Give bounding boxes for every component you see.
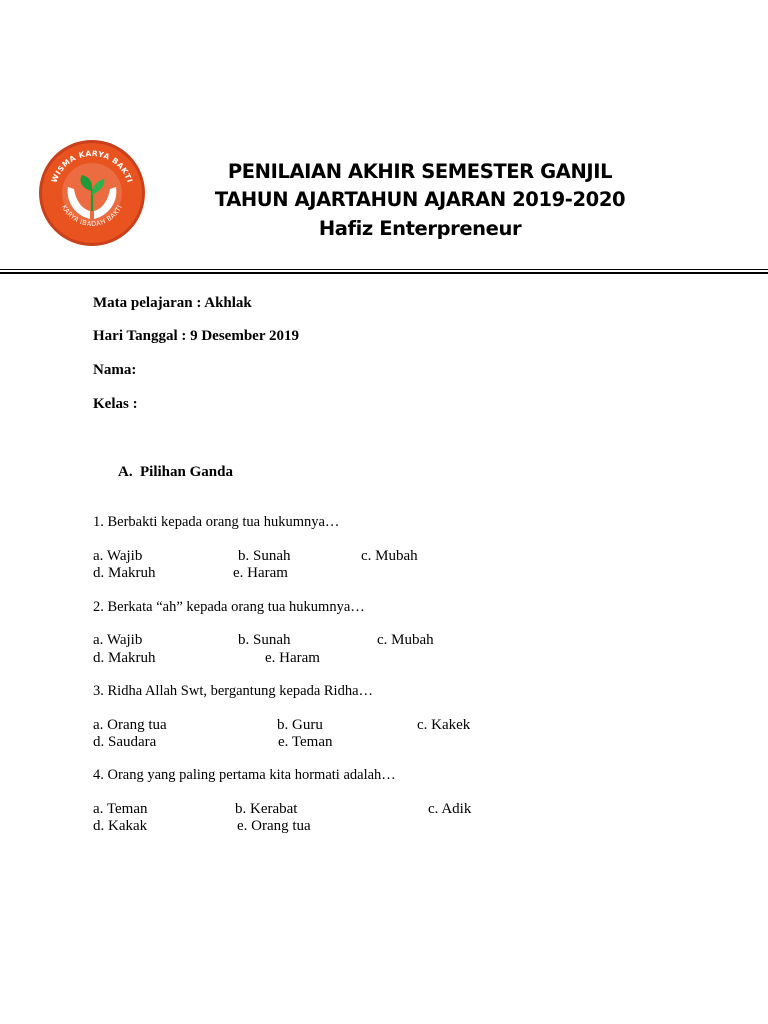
- academic-year: TAHUN AJARTAHUN AJARAN 2019-2020: [214, 188, 626, 211]
- option-e: e. Haram: [233, 565, 288, 581]
- subject-label: Mata pelajaran : Akhlak: [93, 295, 252, 311]
- question-text: 4. Orang yang paling pertama kita hormati adalah…: [93, 767, 396, 783]
- school-name: Hafiz Enterpreneur: [318, 217, 522, 240]
- logo-top-text: WISMA KARYA BAKTI: [49, 148, 135, 184]
- option-b: b. Sunah: [238, 632, 291, 648]
- name-label: Nama:: [93, 362, 137, 378]
- option-d: d. Makruh: [93, 650, 156, 666]
- option-a: a. Wajib: [93, 632, 143, 648]
- header-divider: [0, 269, 768, 270]
- option-c: c. Mubah: [377, 632, 434, 648]
- option-a: a. Teman: [93, 801, 148, 817]
- date-label: Hari Tanggal : 9 Desember 2019: [93, 328, 299, 344]
- class-label: Kelas :: [93, 396, 138, 412]
- option-c: c. Kakek: [417, 717, 471, 733]
- option-a: a. Orang tua: [93, 717, 167, 733]
- option-b: b. Guru: [277, 717, 323, 733]
- question-text: 2. Berkata “ah” kepada orang tua hukumnya…: [93, 599, 365, 615]
- exam-title: PENILAIAN AKHIR SEMESTER GANJIL: [227, 160, 613, 183]
- option-b: b. Kerabat: [235, 801, 298, 817]
- option-a: a. Wajib: [93, 548, 143, 564]
- question-text: 3. Ridha Allah Swt, bergantung kepada Ridha…: [93, 683, 374, 699]
- option-e: e. Haram: [265, 650, 320, 666]
- option-c: c. Adik: [428, 801, 472, 817]
- option-e: e. Teman: [278, 734, 333, 750]
- section-title: Pilihan Ganda: [140, 464, 233, 480]
- logo-bottom-text: KARYA IBADAH BAKTI: [59, 203, 125, 229]
- option-d: d. Kakak: [93, 818, 148, 834]
- section-letter: A.: [118, 464, 133, 480]
- question-text: 1. Berbakti kepada orang tua hukumnya…: [93, 514, 340, 530]
- option-b: b. Sunah: [238, 548, 291, 564]
- option-c: c. Mubah: [361, 548, 418, 564]
- option-e: e. Orang tua: [237, 818, 311, 834]
- header-divider: [0, 272, 768, 274]
- option-d: d. Saudara: [93, 734, 157, 750]
- option-d: d. Makruh: [93, 565, 156, 581]
- school-logo: [38, 139, 146, 247]
